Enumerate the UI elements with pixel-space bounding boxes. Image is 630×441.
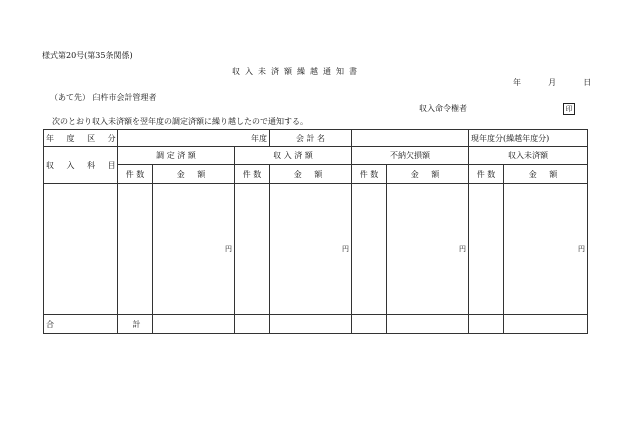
- form-number: 様式第20号(第35条関係): [42, 51, 133, 60]
- amount-header: 金 額: [504, 165, 588, 184]
- fiscal-year-suffix: 年度: [118, 130, 270, 147]
- amount-cell-yen: 円: [270, 184, 352, 315]
- date-month: 月: [548, 78, 557, 87]
- count-cell: [235, 184, 270, 315]
- amount-cell-yen: 円: [504, 184, 588, 315]
- total-count-cell: [469, 315, 504, 334]
- fiscal-year-class-label: 年 度 区 分: [44, 130, 118, 147]
- total-count-cell: [352, 315, 387, 334]
- amount-header: 金 額: [270, 165, 352, 184]
- count-header: 件 数: [118, 165, 153, 184]
- amount-header: 金 額: [153, 165, 235, 184]
- date-line: [513, 78, 591, 88]
- account-name-value: [352, 130, 469, 147]
- count-header: 件 数: [352, 165, 387, 184]
- revenue-item-label: 収 入 科 目: [44, 147, 118, 184]
- account-name-label: 会 計 名: [270, 130, 352, 147]
- date-day: 日: [583, 78, 592, 87]
- carryover-table: [43, 129, 588, 334]
- total-amount-cell: [504, 315, 588, 334]
- count-cell: [352, 184, 387, 315]
- seal-mark: 印: [563, 103, 575, 115]
- document-title: 収入未済額繰越通知書: [232, 67, 362, 76]
- count-cell: [469, 184, 504, 315]
- group-received: 収 入 済 額: [235, 147, 352, 165]
- count-header: 件 数: [469, 165, 504, 184]
- total-amount-cell: [387, 315, 469, 334]
- date-year: 年: [513, 78, 521, 87]
- count-header: 件 数: [235, 165, 270, 184]
- amount-header: 金 額: [387, 165, 469, 184]
- group-uncollectible: 不納欠損額: [352, 147, 469, 165]
- group-assessed: 調 定 済 額: [118, 147, 235, 165]
- total-amount-cell: [270, 315, 352, 334]
- amount-cell-yen: 円: [387, 184, 469, 315]
- count-cell: [118, 184, 153, 315]
- group-outstanding: 収入未済額: [469, 147, 588, 165]
- total-count-cell: [235, 315, 270, 334]
- amount-cell-yen: 円: [153, 184, 235, 315]
- addressee: （あて先） 臼杵市会計管理者: [50, 93, 157, 102]
- total-label: 合 計: [44, 315, 118, 334]
- issuer-label: 収入命令権者: [419, 104, 467, 113]
- notice-text: 次のとおり収入未済額を翌年度の調定済額に繰り越したので通知する。: [52, 117, 308, 126]
- current-year-label: 現年度分(繰越年度分): [469, 130, 588, 147]
- revenue-item-cell: [44, 184, 118, 315]
